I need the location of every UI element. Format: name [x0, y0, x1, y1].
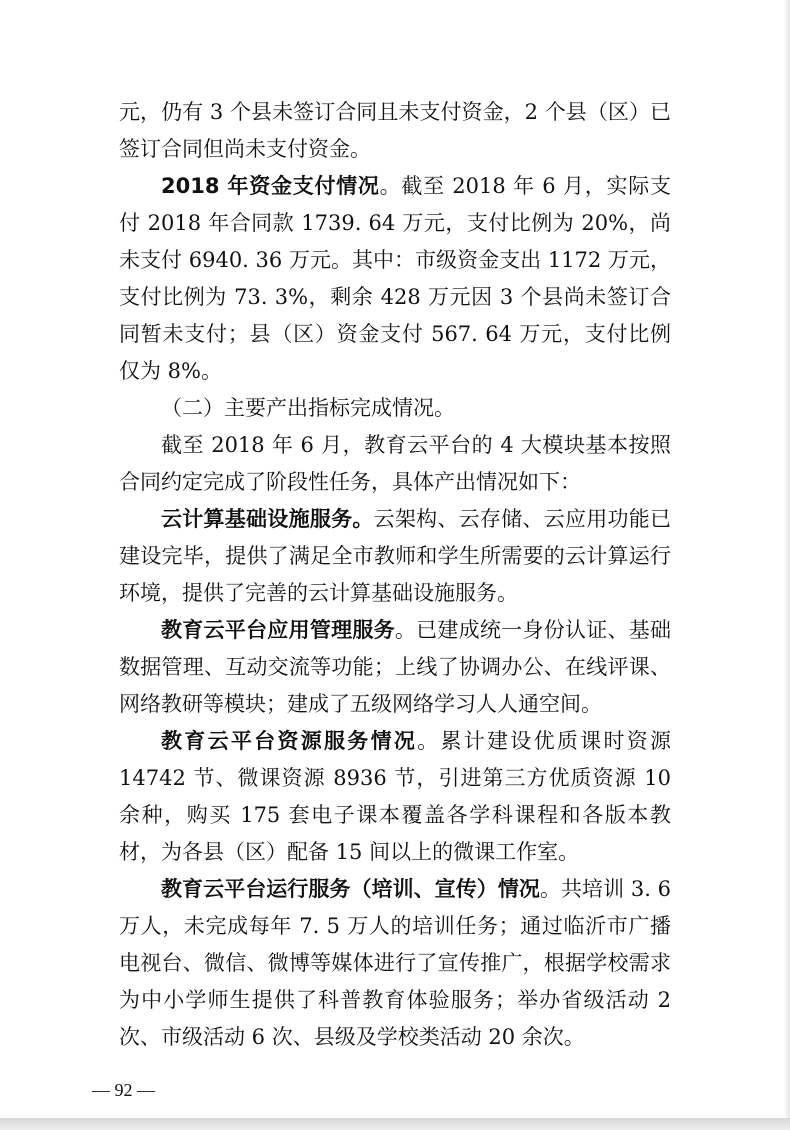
paragraph-heading: 云计算基础设施服务。 [161, 507, 374, 531]
paragraph-operation-service [119, 871, 671, 1056]
page-number: — 92 — [92, 1080, 155, 1100]
paragraph-heading: 教育云平台资源服务情况 [161, 729, 418, 753]
paragraph-application-management [119, 612, 671, 723]
document-body [119, 94, 671, 1056]
paragraph-text: 。累计建设优质课时资源 14742 节、微课资源 8936 节，引进第三方优质资源 10 余种，购买 175 套电子课本覆盖各学科课程和各版本教材，为各县（区）配备 15 间以上的微课工作室。 [119, 729, 672, 864]
paragraph-continuation [119, 94, 671, 168]
paragraph-text: 。已建成统一身份认证、基础数据管理、互动交流等功能；上线了协调办公、在线评课、网络教研等模块；建成了五级网络学习人人通空间。 [119, 618, 672, 716]
paragraph-text: 元，仍有 3 个县未签订合同且未支付资金，2 个县（区）已签订合同但尚未支付资金。 [119, 100, 671, 161]
paragraph-intro [119, 427, 671, 501]
section-heading [119, 390, 671, 427]
paragraph-heading: 2018 年资金支付情况 [161, 174, 380, 198]
page-edge-shadow [784, 0, 790, 1118]
paragraph-heading: 教育云平台运行服务（培训、宣传）情况 [161, 877, 540, 901]
paragraph-heading: 教育云平台应用管理服务 [161, 618, 395, 642]
paragraph-resource-service [119, 723, 671, 871]
paragraph-fund-payment [119, 168, 671, 390]
paragraph-text: 。截至 2018 年 6 月，实际支付 2018 年合同款 1739. 64 万元，支付比例为 20%，尚未支付 6940. 36 万元。其中：市级资金支出 1172 万元，支付比例为 73. 3%，剩余 428 万元因 3 个县尚未签订合同暂未支付；县（区）资金支付 567. 64 万元，支付比例仅为 8%。 [119, 174, 671, 383]
paragraph-text: 。共培训 3. 6 万人，未完成每年 7. 5 万人的培训任务；通过临沂市广播电视台、微信、微博等媒体进行了宣传推广，根据学校需求为中小学师生提供了科普教育体验服务；举办省级活动 2 次、市级活动 6 次、县级及学校类活动 20 余次。 [119, 877, 671, 1049]
page-bottom-shadow [0, 1118, 790, 1130]
paragraph-text: 截至 2018 年 6 月，教育云平台的 4 大模块基本按照合同约定完成了阶段性任务，具体产出情况如下： [119, 433, 671, 494]
paragraph-text: 云架构、云存储、云应用功能已建设完毕，提供了满足全市教师和学生所需要的云计算运行环境，提供了完善的云计算基础设施服务。 [119, 507, 671, 605]
section-heading-text: （二）主要产出指标完成情况。 [161, 396, 455, 420]
paragraph-cloud-infrastructure [119, 501, 671, 612]
